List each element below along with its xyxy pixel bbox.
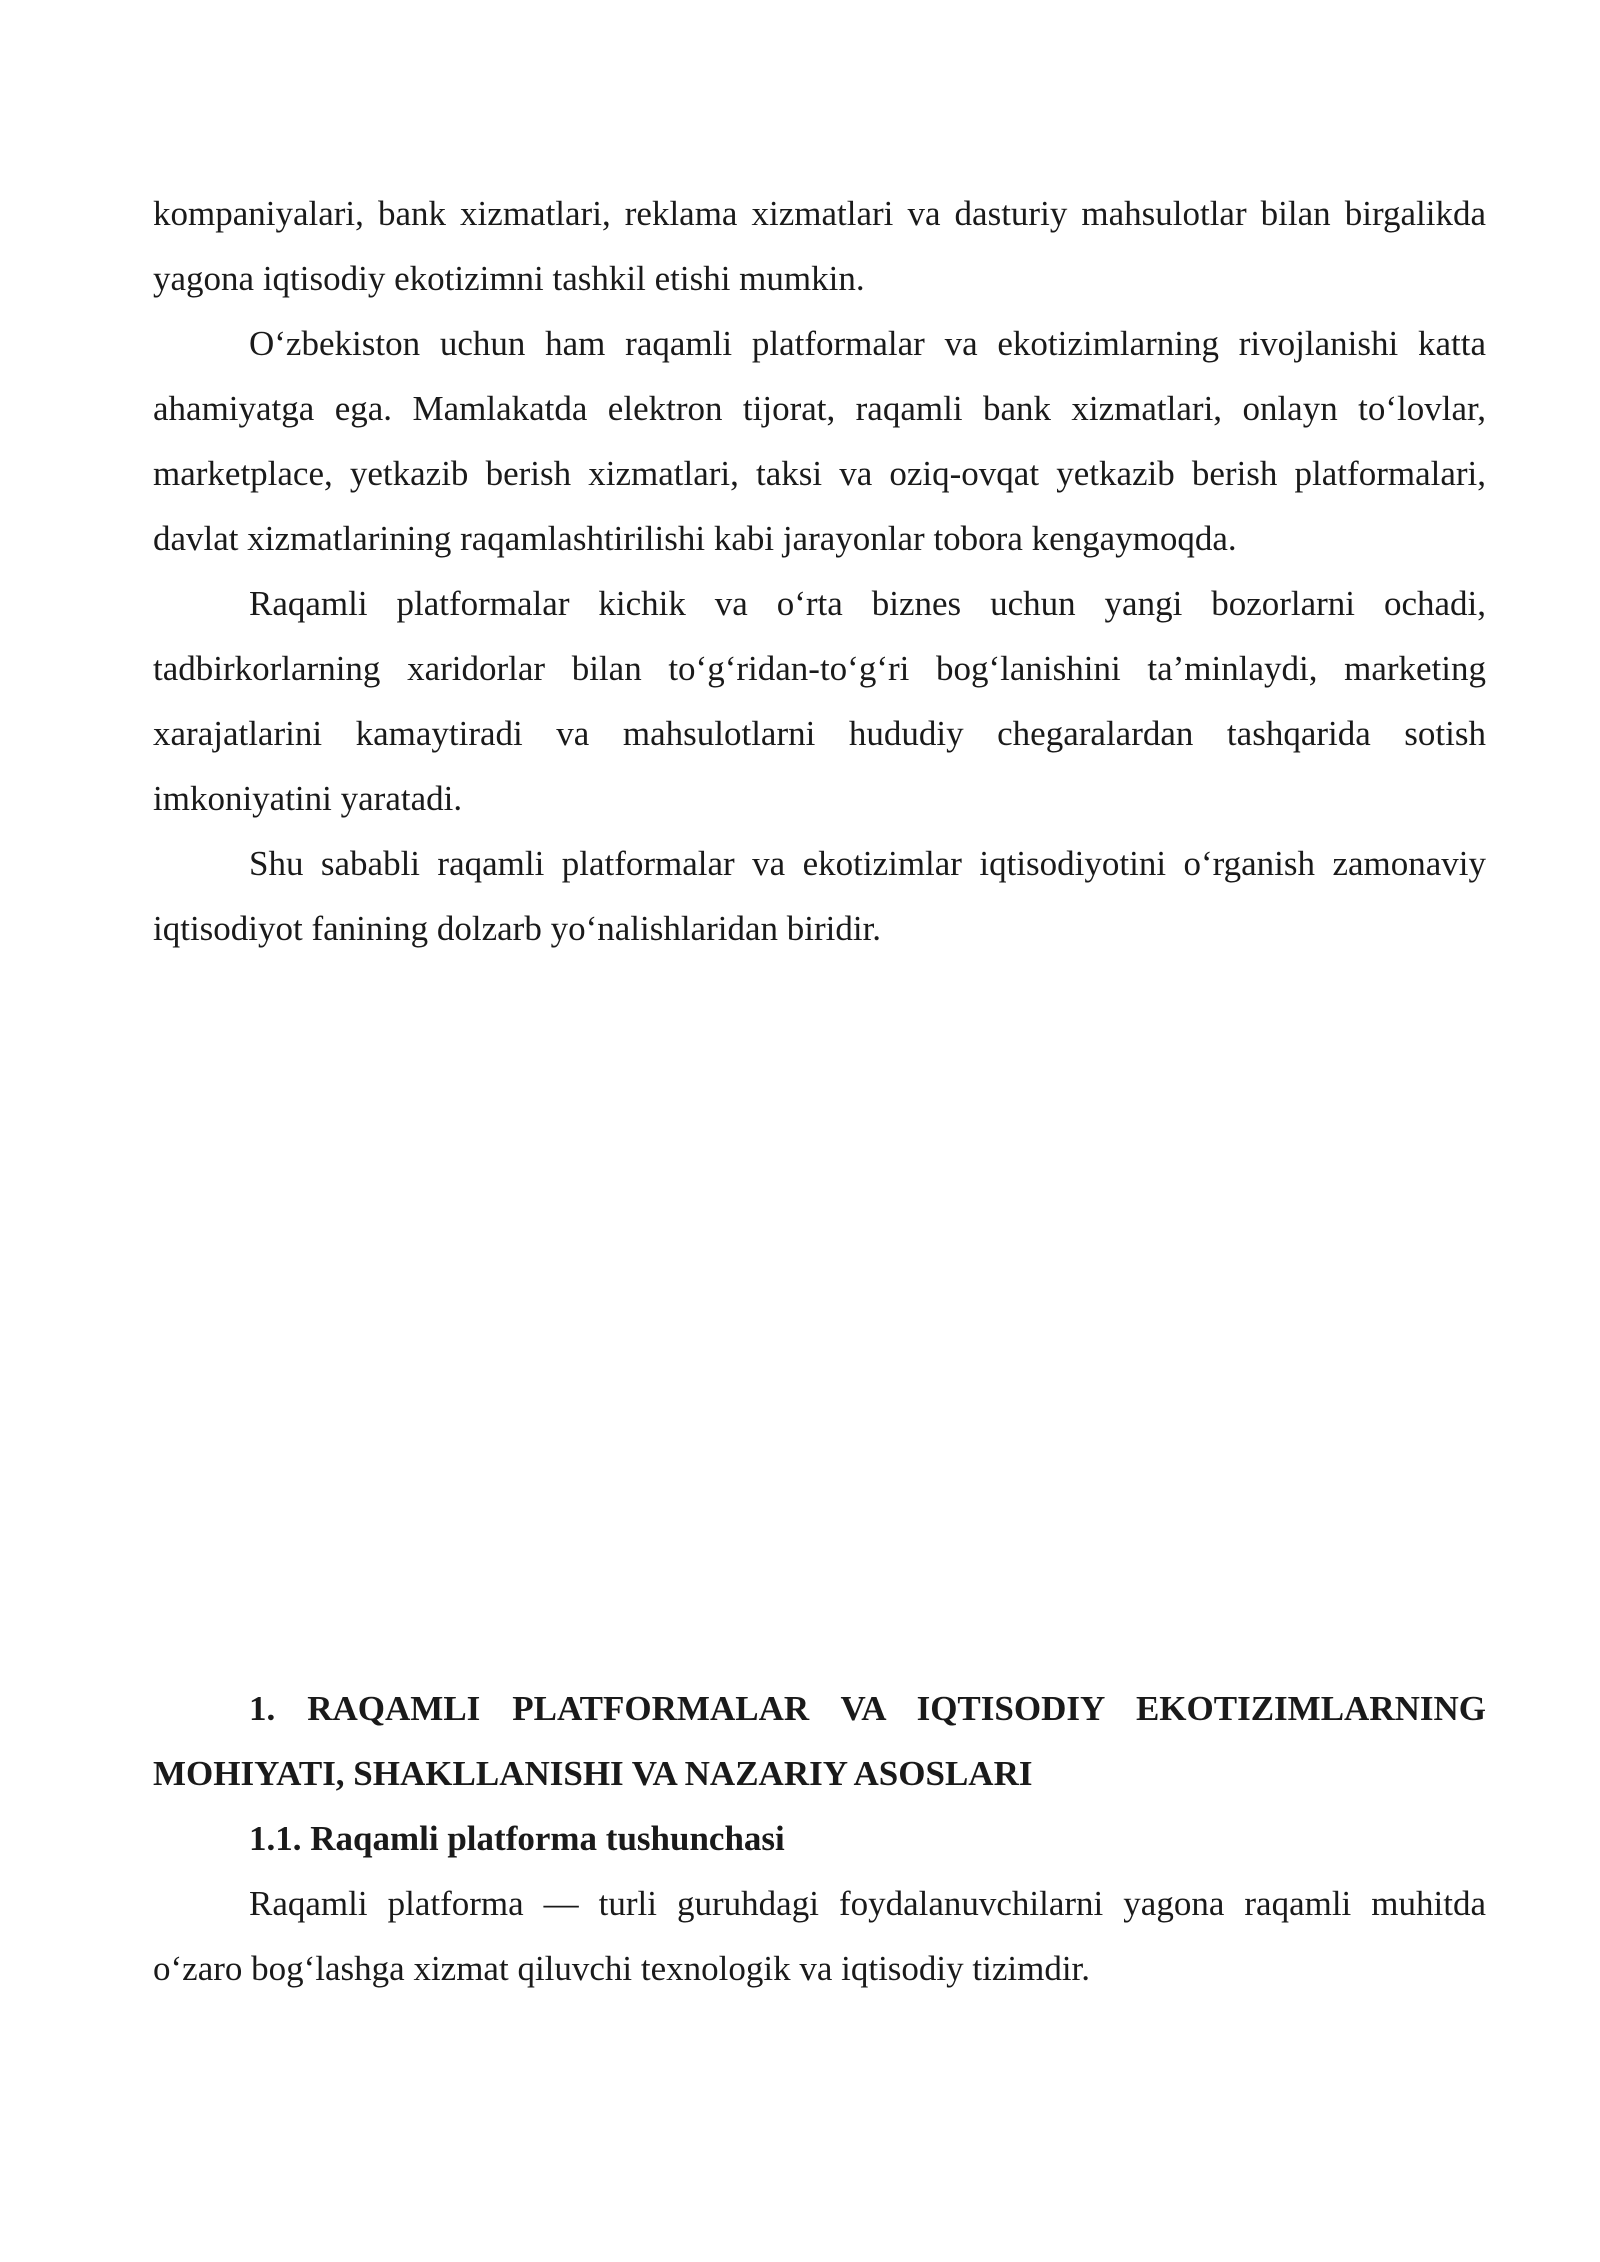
paragraph-uzbekistan-platforms: O‘zbekiston uchun ham raqamli platformalar va ekotizimlarning rivojlanishi katta ahamiyatga ega. Mamlakatda elektron tijorat, raqamli bank xizmatlari, onlayn to‘lovlar, marketplace, yetkazib berish xizmatlari, taksi va oziq-ovqat yetkazib berish platformalari, davlat xizmatlarining raqamlashtirilishi kabi jarayonlar tobora kengaymoqda. xyxy=(153,324,1486,558)
paragraph-definition: Raqamli platforma — turli guruhdagi foydalanuvchilarni yagona raqamli muhitda o‘zaro bog‘lashga xizmat qiluvchi texnologik va iqtisodiy tizimdir. xyxy=(153,1884,1486,1988)
chapter-heading: 1. RAQAMLI PLATFORMALAR VA IQTISODIY EKOTIZIMLARNING MOHIYATI, SHAKLLANISHI VA NAZARIY ASOSLARI xyxy=(153,1689,1486,1793)
paragraph-small-business: Raqamli platformalar kichik va o‘rta biznes uchun yangi bozorlarni ochadi, tadbirkorlarning xaridorlar bilan to‘g‘ridan-to‘g‘ri bog‘lanishini ta’minlaydi, marketing xarajatlarini kamaytiradi va mahsulotlarni hududiy chegaralardan tashqarida sotish imkoniyatini yaratadi. xyxy=(153,584,1486,818)
paragraph-continuation: kompaniyalari, bank xizmatlari, reklama xizmatlari va dasturiy mahsulotlar bilan birgalikda yagona iqtisodiy ekotizimni tashkil etishi mumkin. xyxy=(153,194,1486,298)
section-subheading: 1.1. Raqamli platforma tushunchasi xyxy=(249,1819,785,1858)
paragraph-conclusion: Shu sababli raqamli platformalar va ekotizimlar iqtisodiyotini o‘rganish zamonaviy iqtisodiyot fanining dolzarb yo‘nalishlaridan biridir. xyxy=(153,844,1486,948)
